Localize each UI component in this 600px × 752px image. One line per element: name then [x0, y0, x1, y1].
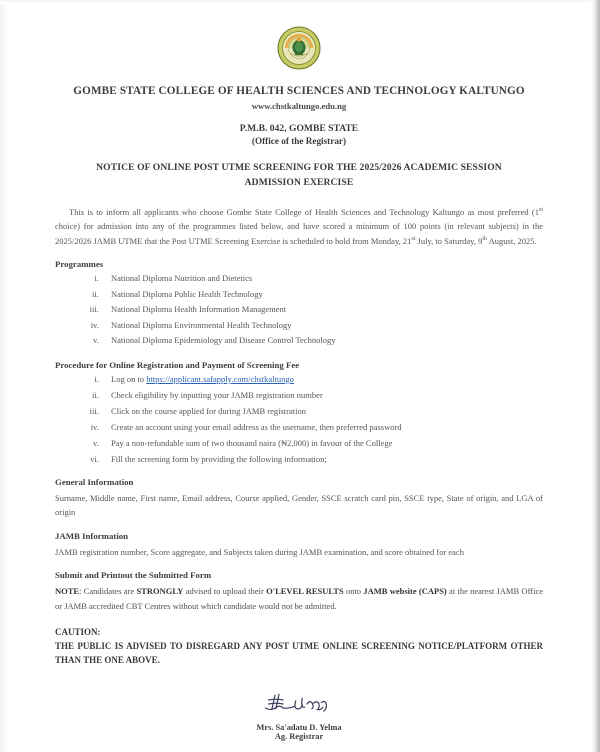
list-item: iii. Click on the course applied for during JAMB registration — [101, 404, 543, 420]
programmes-list — [55, 271, 543, 348]
submit-heading: Submit and Printout the Submitted Form — [55, 570, 212, 581]
crest-container — [55, 26, 543, 70]
list-item: iii. National Diploma Health Information Management — [101, 302, 543, 317]
list-item: iv. National Diploma Environmental Health Technology — [101, 318, 543, 333]
note-label: NOTE — [55, 586, 80, 597]
note-text-1: : Candidates are — [79, 586, 137, 597]
caution-heading: CAUTION: — [55, 626, 101, 637]
note-emphasis-olevel: O'LEVEL RESULTS — [266, 586, 344, 597]
list-item: vi. Fill the screening form by providing the following information; — [101, 452, 543, 468]
page-left-edge-shadow — [0, 0, 7, 752]
notice-title-line-1: NOTICE OF ONLINE POST UTME SCREENING FOR THE 2025/2026 ACADEMIC SESSION — [96, 161, 502, 173]
note-text-3: onto — [343, 586, 364, 597]
note-text-2: advised to upload their — [183, 586, 267, 597]
list-item: v. National Diploma Epidemiology and Disease Control Technology — [101, 333, 543, 348]
organization-website: www.chstkaltungo.edu.ng — [251, 101, 347, 111]
office-line: (Office of the Registrar) — [251, 135, 347, 146]
jamb-information-body: JAMB registration number, Score aggregate, and Subjects taken during JAMB examination, and score obtained for each — [55, 546, 464, 557]
procedure-list — [55, 372, 543, 468]
note-emphasis-strongly: STRONGLY — [136, 586, 184, 597]
handwritten-signature — [55, 689, 543, 719]
list-item: i. National Diploma Nutrition and Dietetics — [101, 271, 543, 286]
programmes-heading: Programmes — [55, 259, 104, 270]
general-information-body: Surname, Middle name, First name, Email address, Course applied, Gender, SSCE scratch card pin, SSCE type, State of origin, and LGA of origin — [55, 492, 543, 518]
college-seal-icon — [277, 26, 321, 70]
notice-title-line-2: ADMISSION EXERCISE — [244, 176, 354, 188]
document-content — [55, 0, 543, 741]
application-portal-link[interactable]: https://applicant.safapply.com/chstkaltungo — [146, 373, 294, 384]
procedure-heading: Procedure for Online Registration and Payment of Screening Fee — [55, 359, 300, 370]
note-emphasis-jamb-caps: JAMB website (CAPS) — [363, 586, 447, 597]
signatory-name: Mrs. Sa'adatu D. Yelma — [256, 723, 342, 733]
intro-paragraph: This is to inform all applicants who choose Gombe State College of Health Sciences and Technology Kaltungo as most preferred (1st choice) for admission into any of the programmes listed below, and have scored a minimum of 100 points (in relevant subjects) in the 2025/2026 JAMB UTME that the Post UTME Screening Exercise is scheduled to hold from Monday, 21st July, to Saturday, 9th August, 2025. — [55, 206, 543, 246]
list-item: v. Pay a non-refundable sum of two thousand naira (₦2,000) in favour of the College — [101, 436, 543, 452]
organization-name: GOMBE STATE COLLEGE OF HEALTH SCIENCES AND TECHNOLOGY KALTUNGO — [73, 85, 525, 97]
procedure-step-1-text: Log on to — [111, 373, 147, 384]
note-paragraph — [55, 584, 543, 613]
list-item: ii. Check eligibility by inputting your JAMB registration number — [101, 388, 543, 404]
page-right-edge-shadow — [591, 0, 600, 752]
note-text-4: at the nearest JAMB Office or JAMB accredited CBT Centres without which candidate would not be admitted. — [55, 586, 543, 612]
signature-block — [55, 689, 543, 741]
list-item — [101, 372, 543, 388]
caution-body: THE PUBLIC IS ADVISED TO DISREGARD ANY POST UTME ONLINE SCREENING NOTICE/PLATFORM OTHER THAN THE ONE ABOVE. — [55, 640, 543, 666]
signatory-role: Ag. Registrar — [274, 732, 324, 742]
jamb-information-heading: JAMB Information — [55, 530, 129, 541]
general-information-heading: General Information — [55, 476, 134, 487]
document-sheet — [7, 0, 591, 752]
notice-title — [55, 161, 543, 191]
list-item: ii. National Diploma Public Health Technology — [101, 287, 543, 302]
postal-address: P.M.B. 042, GOMBE STATE — [239, 123, 359, 134]
list-item: iv. Create an account using your email address as the username, then preferred password — [101, 420, 543, 436]
